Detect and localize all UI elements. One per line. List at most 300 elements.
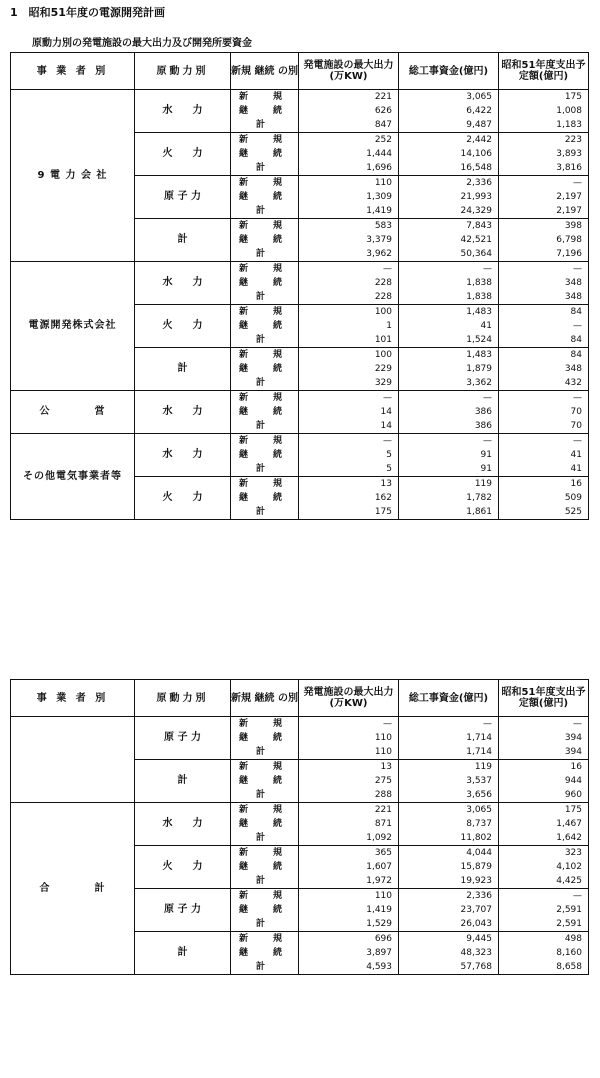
kind-cell [231, 846, 299, 889]
output-value: — [383, 436, 392, 446]
cost-value: 9,487 [466, 120, 492, 130]
output-value: 100 [374, 350, 392, 360]
cost-value: 57,768 [460, 962, 492, 972]
output-value: 1,419 [366, 905, 392, 915]
output-value: 1,696 [366, 163, 392, 173]
cost-cell [399, 305, 499, 348]
output-value: — [383, 393, 392, 403]
cost-value: 2,336 [466, 891, 492, 901]
kind-cell [231, 133, 299, 176]
cost-value: 16,548 [460, 163, 492, 173]
power-development-table-part1 [10, 52, 589, 520]
kind-value: 計 [255, 206, 273, 216]
cost-value: 4,044 [466, 848, 492, 858]
cost-cell [399, 932, 499, 975]
business-cell: 電源開発株式会社 [11, 262, 135, 391]
output-value: 162 [374, 493, 392, 503]
budget-value: 84 [570, 350, 582, 360]
budget-value: 70 [570, 421, 582, 431]
output-value: 1,972 [366, 876, 392, 886]
cost-value: 1,483 [466, 350, 492, 360]
output-value: 583 [374, 221, 392, 231]
kind-value: 継 続 [238, 364, 290, 374]
kind-value: 計 [255, 163, 273, 173]
output-value: 365 [374, 848, 392, 858]
budget-value: 41 [570, 464, 582, 474]
budget-value: 394 [564, 747, 582, 757]
header-power-source: 原動力別 [135, 53, 231, 90]
budget-value: 16 [570, 479, 582, 489]
budget-value: — [573, 393, 582, 403]
cost-cell [399, 477, 499, 520]
output-cell [299, 90, 399, 133]
output-value: 1 [386, 321, 392, 331]
power-source-cell: 水 力 [135, 90, 231, 133]
kind-value: 新 規 [238, 479, 290, 489]
cost-value: 1,524 [466, 335, 492, 345]
budget-value: 2,197 [556, 192, 582, 202]
budget-value: 944 [564, 776, 582, 786]
output-value: — [383, 264, 392, 274]
header-max-output: 発電施設の最大出力(万KW) [299, 680, 399, 717]
output-value: 1,309 [366, 192, 392, 202]
kind-cell [231, 305, 299, 348]
cost-cell [399, 803, 499, 846]
budget-value: 175 [564, 805, 582, 815]
cost-value: 41 [480, 321, 492, 331]
output-value: 110 [374, 733, 392, 743]
output-cell [299, 262, 399, 305]
cost-value: 26,043 [460, 919, 492, 929]
output-cell [299, 219, 399, 262]
business-cell: 公 営 [11, 391, 135, 434]
budget-value: — [573, 264, 582, 274]
cost-value: 2,442 [466, 135, 492, 145]
output-value: 228 [374, 278, 392, 288]
cost-cell [399, 133, 499, 176]
cost-value: 11,802 [460, 833, 492, 843]
cost-cell [399, 717, 499, 760]
output-value: 1,444 [366, 149, 392, 159]
table-row [11, 803, 589, 846]
budget-value: 323 [564, 848, 582, 858]
budget-value: 175 [564, 92, 582, 102]
budget-value: 8,160 [556, 948, 582, 958]
output-value: 5 [386, 464, 392, 474]
kind-value: 継 続 [238, 948, 290, 958]
power-source-cell: 計 [135, 760, 231, 803]
output-value: 4,593 [366, 962, 392, 972]
table-row [11, 262, 589, 305]
budget-cell [499, 391, 589, 434]
kind-value: 計 [255, 464, 273, 474]
budget-value: 223 [564, 135, 582, 145]
cost-value: 1,483 [466, 307, 492, 317]
budget-value: 348 [564, 292, 582, 302]
budget-cell [499, 477, 589, 520]
cost-value: 19,923 [460, 876, 492, 886]
table-row [11, 391, 589, 434]
budget-value: 3,893 [556, 149, 582, 159]
cost-value: 3,362 [466, 378, 492, 388]
power-source-cell: 火 力 [135, 846, 231, 889]
budget-value: 4,102 [556, 862, 582, 872]
budget-value: 84 [570, 335, 582, 345]
kind-value: 計 [255, 378, 273, 388]
output-value: 1,419 [366, 206, 392, 216]
output-cell [299, 803, 399, 846]
table-subtitle: 原動力別の発電施設の最大出力及び開発所要資金 [32, 38, 252, 49]
budget-cell [499, 348, 589, 391]
cost-value: — [483, 264, 492, 274]
output-value: 871 [374, 819, 392, 829]
power-source-cell: 計 [135, 219, 231, 262]
budget-cell [499, 846, 589, 889]
kind-cell [231, 434, 299, 477]
kind-cell [231, 889, 299, 932]
budget-cell [499, 176, 589, 219]
power-source-cell: 火 力 [135, 477, 231, 520]
budget-value: 8,658 [556, 962, 582, 972]
kind-value: 継 続 [238, 407, 290, 417]
power-source-cell: 火 力 [135, 305, 231, 348]
output-cell [299, 434, 399, 477]
kind-value: 継 続 [238, 493, 290, 503]
kind-value: 新 規 [238, 393, 290, 403]
output-value: 3,379 [366, 235, 392, 245]
cost-cell [399, 889, 499, 932]
output-value: 228 [374, 292, 392, 302]
kind-cell [231, 90, 299, 133]
output-value: 175 [374, 507, 392, 517]
cost-cell [399, 760, 499, 803]
output-value: 626 [374, 106, 392, 116]
cost-value: 1,714 [466, 747, 492, 757]
power-source-cell: 原 子 力 [135, 717, 231, 760]
power-source-cell: 水 力 [135, 262, 231, 305]
header-fy51-budget: 昭和51年度支出予定額(億円) [499, 680, 589, 717]
output-value: 5 [386, 450, 392, 460]
output-value: 110 [374, 178, 392, 188]
kind-value: 継 続 [238, 149, 290, 159]
output-value: 229 [374, 364, 392, 374]
budget-value: 1,008 [556, 106, 582, 116]
budget-cell [499, 889, 589, 932]
output-cell [299, 348, 399, 391]
cost-value: 23,707 [460, 905, 492, 915]
cost-cell [399, 90, 499, 133]
kind-cell [231, 477, 299, 520]
kind-value: 継 続 [238, 862, 290, 872]
budget-value: 6,798 [556, 235, 582, 245]
cost-value: 3,065 [466, 92, 492, 102]
output-value: 221 [374, 805, 392, 815]
output-value: 3,962 [366, 249, 392, 259]
cost-cell [399, 846, 499, 889]
budget-value: — [573, 891, 582, 901]
cost-value: 1,714 [466, 733, 492, 743]
budget-value: 394 [564, 733, 582, 743]
kind-value: 継 続 [238, 776, 290, 786]
budget-value: 7,196 [556, 249, 582, 259]
kind-value: 新 規 [238, 436, 290, 446]
kind-value: 新 規 [238, 805, 290, 815]
kind-value: 計 [255, 833, 273, 843]
cost-value: — [483, 393, 492, 403]
kind-value: 継 続 [238, 733, 290, 743]
table-row [11, 717, 589, 760]
budget-value: 348 [564, 278, 582, 288]
budget-value: 4,425 [556, 876, 582, 886]
table-row [11, 90, 589, 133]
kind-value: 計 [255, 335, 273, 345]
kind-cell [231, 760, 299, 803]
output-value: 329 [374, 378, 392, 388]
budget-cell [499, 803, 589, 846]
power-development-table-part2 [10, 679, 589, 975]
table-header-row [11, 680, 589, 717]
budget-value: 70 [570, 407, 582, 417]
budget-value: 2,591 [556, 905, 582, 915]
budget-value: 1,642 [556, 833, 582, 843]
kind-cell [231, 391, 299, 434]
budget-cell [499, 932, 589, 975]
kind-value: 新 規 [238, 762, 290, 772]
cost-value: 1,838 [466, 278, 492, 288]
output-value: 1,529 [366, 919, 392, 929]
kind-cell [231, 803, 299, 846]
output-value: 847 [374, 120, 392, 130]
power-source-cell: 原 子 力 [135, 176, 231, 219]
header-business: 事 業 者 別 [11, 680, 135, 717]
budget-value: 525 [564, 507, 582, 517]
budget-cell [499, 717, 589, 760]
business-cell: 9 電 力 会 社 [11, 90, 135, 262]
kind-value: 計 [255, 876, 273, 886]
budget-value: 2,591 [556, 919, 582, 929]
kind-value: 新 規 [238, 135, 290, 145]
output-cell [299, 846, 399, 889]
cost-value: 119 [474, 762, 492, 772]
cost-cell [399, 434, 499, 477]
kind-value: 新 規 [238, 264, 290, 274]
kind-value: 新 規 [238, 221, 290, 231]
budget-value: 960 [564, 790, 582, 800]
output-value: 252 [374, 135, 392, 145]
kind-value: 継 続 [238, 819, 290, 829]
cost-value: 48,323 [460, 948, 492, 958]
output-value: 100 [374, 307, 392, 317]
cost-value: 1,782 [466, 493, 492, 503]
output-cell [299, 477, 399, 520]
budget-value: 1,467 [556, 819, 582, 829]
output-value: 110 [374, 747, 392, 757]
cost-value: 21,993 [460, 192, 492, 202]
kind-value: 計 [255, 421, 273, 431]
budget-value: — [573, 321, 582, 331]
output-value: 221 [374, 92, 392, 102]
kind-value: 新 規 [238, 891, 290, 901]
business-cell [11, 717, 135, 803]
kind-value: 継 続 [238, 192, 290, 202]
output-value: 1,092 [366, 833, 392, 843]
budget-value: 348 [564, 364, 582, 374]
cost-value: 9,445 [466, 934, 492, 944]
kind-value: 新 規 [238, 350, 290, 360]
budget-cell [499, 133, 589, 176]
cost-value: 3,537 [466, 776, 492, 786]
output-cell [299, 133, 399, 176]
kind-value: 計 [255, 249, 273, 259]
output-value: 1,607 [366, 862, 392, 872]
header-new-continuing: 新規 継続 の別 [231, 680, 299, 717]
kind-value: 新 規 [238, 848, 290, 858]
cost-value: 15,879 [460, 862, 492, 872]
kind-value: 継 続 [238, 450, 290, 460]
kind-value: 新 規 [238, 934, 290, 944]
cost-value: 91 [480, 450, 492, 460]
header-fy51-budget: 昭和51年度支出予定額(億円) [499, 53, 589, 90]
kind-value: 計 [255, 962, 273, 972]
cost-value: — [483, 436, 492, 446]
output-cell [299, 717, 399, 760]
power-source-cell: 水 力 [135, 391, 231, 434]
cost-value: 14,106 [460, 149, 492, 159]
kind-value: 継 続 [238, 278, 290, 288]
cost-value: 1,861 [466, 507, 492, 517]
power-source-cell: 計 [135, 932, 231, 975]
cost-value: 3,065 [466, 805, 492, 815]
output-value: 13 [380, 762, 392, 772]
output-cell [299, 889, 399, 932]
budget-cell [499, 434, 589, 477]
kind-value: 継 続 [238, 235, 290, 245]
kind-value: 計 [255, 747, 273, 757]
kind-value: 新 規 [238, 307, 290, 317]
output-cell [299, 176, 399, 219]
kind-value: 新 規 [238, 92, 290, 102]
kind-value: 継 続 [238, 106, 290, 116]
cost-cell [399, 176, 499, 219]
budget-value: — [573, 719, 582, 729]
power-source-cell: 水 力 [135, 803, 231, 846]
output-value: 3,897 [366, 948, 392, 958]
cost-value: 119 [474, 479, 492, 489]
budget-value: 2,197 [556, 206, 582, 216]
cost-value: 3,656 [466, 790, 492, 800]
cost-value: 50,364 [460, 249, 492, 259]
budget-value: 509 [564, 493, 582, 503]
kind-value: 計 [255, 919, 273, 929]
table-header-row [11, 53, 589, 90]
budget-cell [499, 262, 589, 305]
kind-cell [231, 219, 299, 262]
business-cell: 合 計 [11, 803, 135, 975]
cost-value: 91 [480, 464, 492, 474]
output-value: 110 [374, 891, 392, 901]
header-max-output: 発電施設の最大出力(万KW) [299, 53, 399, 90]
cost-cell [399, 262, 499, 305]
budget-value: 3,816 [556, 163, 582, 173]
kind-value: 計 [255, 292, 273, 302]
kind-cell [231, 348, 299, 391]
kind-value: 新 規 [238, 178, 290, 188]
budget-cell [499, 219, 589, 262]
output-value: 101 [374, 335, 392, 345]
cost-value: 2,336 [466, 178, 492, 188]
kind-value: 継 続 [238, 321, 290, 331]
kind-value: 新 規 [238, 719, 290, 729]
output-value: — [383, 719, 392, 729]
budget-value: 498 [564, 934, 582, 944]
business-cell: その他電気事業者等 [11, 434, 135, 520]
power-source-cell: 火 力 [135, 133, 231, 176]
budget-cell [499, 305, 589, 348]
budget-value: 84 [570, 307, 582, 317]
cost-value: 386 [474, 407, 492, 417]
output-value: 13 [380, 479, 392, 489]
output-value: 696 [374, 934, 392, 944]
cost-cell [399, 348, 499, 391]
budget-value: — [573, 436, 582, 446]
header-total-cost: 総工事資金(億円) [399, 53, 499, 90]
output-cell [299, 305, 399, 348]
budget-cell [499, 760, 589, 803]
output-cell [299, 932, 399, 975]
budget-value: — [573, 178, 582, 188]
budget-value: 432 [564, 378, 582, 388]
output-value: 275 [374, 776, 392, 786]
budget-value: 1,183 [556, 120, 582, 130]
cost-value: 1,879 [466, 364, 492, 374]
page-title: 1 昭和51年度の電源開発計画 [10, 6, 165, 19]
output-cell [299, 391, 399, 434]
output-value: 14 [380, 407, 392, 417]
cost-value: 42,521 [460, 235, 492, 245]
budget-value: 16 [570, 762, 582, 772]
budget-cell [499, 90, 589, 133]
cost-value: 24,329 [460, 206, 492, 216]
kind-value: 継 続 [238, 905, 290, 915]
power-source-cell: 計 [135, 348, 231, 391]
cost-value: 386 [474, 421, 492, 431]
budget-value: 398 [564, 221, 582, 231]
output-value: 14 [380, 421, 392, 431]
kind-value: 計 [255, 120, 273, 130]
power-source-cell: 原 子 力 [135, 889, 231, 932]
cost-value: 7,843 [466, 221, 492, 231]
kind-value: 計 [255, 507, 273, 517]
cost-cell [399, 219, 499, 262]
kind-cell [231, 717, 299, 760]
kind-cell [231, 262, 299, 305]
header-total-cost: 総工事資金(億円) [399, 680, 499, 717]
cost-cell [399, 391, 499, 434]
cost-value: 1,838 [466, 292, 492, 302]
output-value: 288 [374, 790, 392, 800]
header-business: 事 業 者 別 [11, 53, 135, 90]
kind-value: 計 [255, 790, 273, 800]
header-power-source: 原動力別 [135, 680, 231, 717]
power-source-cell: 水 力 [135, 434, 231, 477]
kind-cell [231, 932, 299, 975]
kind-cell [231, 176, 299, 219]
budget-value: 41 [570, 450, 582, 460]
output-cell [299, 760, 399, 803]
header-new-continuing: 新規 継続 の別 [231, 53, 299, 90]
cost-value: 8,737 [466, 819, 492, 829]
cost-value: 6,422 [466, 106, 492, 116]
